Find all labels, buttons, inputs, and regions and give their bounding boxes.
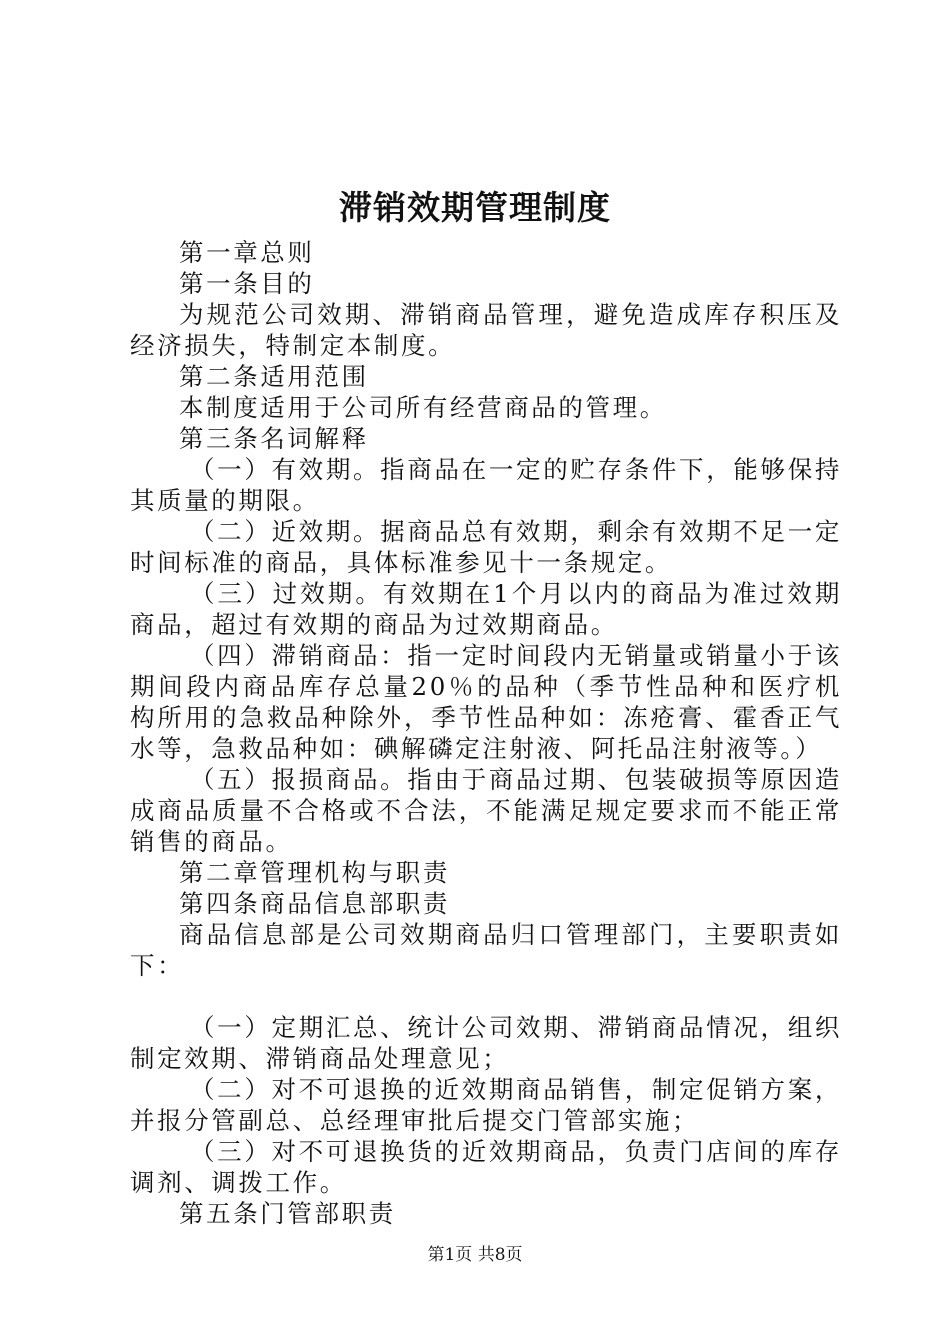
duty-item: （二）对不可退换的近效期商品销售，制定促销方案，并报分管副总、总经理审批后提交门管部实施； [130, 1075, 842, 1135]
definition-item: （二）近效期。据商品总有效期，剩余有效期不足一定时间标准的商品，具体标准参见十一条规定。 [130, 517, 842, 577]
article-heading: 第五条门管部职责 [179, 1199, 396, 1228]
blank-line [130, 981, 842, 1012]
definition-item: （三）过效期。有效期在1个月以内的商品为准过效期商品，超过有效期的商品为过效期商品。 [130, 579, 842, 639]
definition-item: （四）滞销商品：指一定时间段内无销量或销量小于该期间段内商品库存总量20％的品种（季节性品种和医疗机构所用的急救品种除外，季节性品种如：冻疮膏、霍香正气水等，急救品种如：碘解磷定注射液、阿托品注射液等。） [130, 641, 842, 763]
article-heading: 第四条商品信息部职责 [179, 889, 450, 918]
definition-item: （一）有效期。指商品在一定的贮存条件下，能够保持其质量的期限。 [130, 455, 842, 515]
definition-item: （五）报损商品。指由于商品过期、包装破损等原因造成商品质量不合格或不合法，不能满足规定要求而不能正常销售的商品。 [130, 765, 842, 856]
article-heading: 第二条适用范围 [179, 362, 369, 391]
document-title: 滞销效期管理制度 [339, 188, 611, 227]
chapter-heading: 第二章管理机构与职责 [179, 858, 450, 887]
document-body [130, 237, 842, 1229]
duty-item: （三）对不可退换货的近效期商品，负责门店间的库存调剂、调拨工作。 [130, 1137, 842, 1197]
page-number: 第1页 共8页 [427, 1245, 523, 1265]
article-heading: 第三条名词解释 [179, 424, 369, 453]
article-heading: 第一条目的 [179, 269, 315, 298]
body-paragraph: 为规范公司效期、滞销商品管理，避免造成库存积压及经济损失，特制定本制度。 [130, 300, 842, 360]
body-paragraph: 本制度适用于公司所有经营商品的管理。 [179, 393, 667, 422]
chapter-heading: 第一章总则 [179, 238, 315, 267]
body-paragraph: 商品信息部是公司效期商品归口管理部门，主要职责如下： [130, 920, 842, 980]
duty-item: （一）定期汇总、统计公司效期、滞销商品情况，组织制定效期、滞销商品处理意见； [130, 1013, 842, 1073]
